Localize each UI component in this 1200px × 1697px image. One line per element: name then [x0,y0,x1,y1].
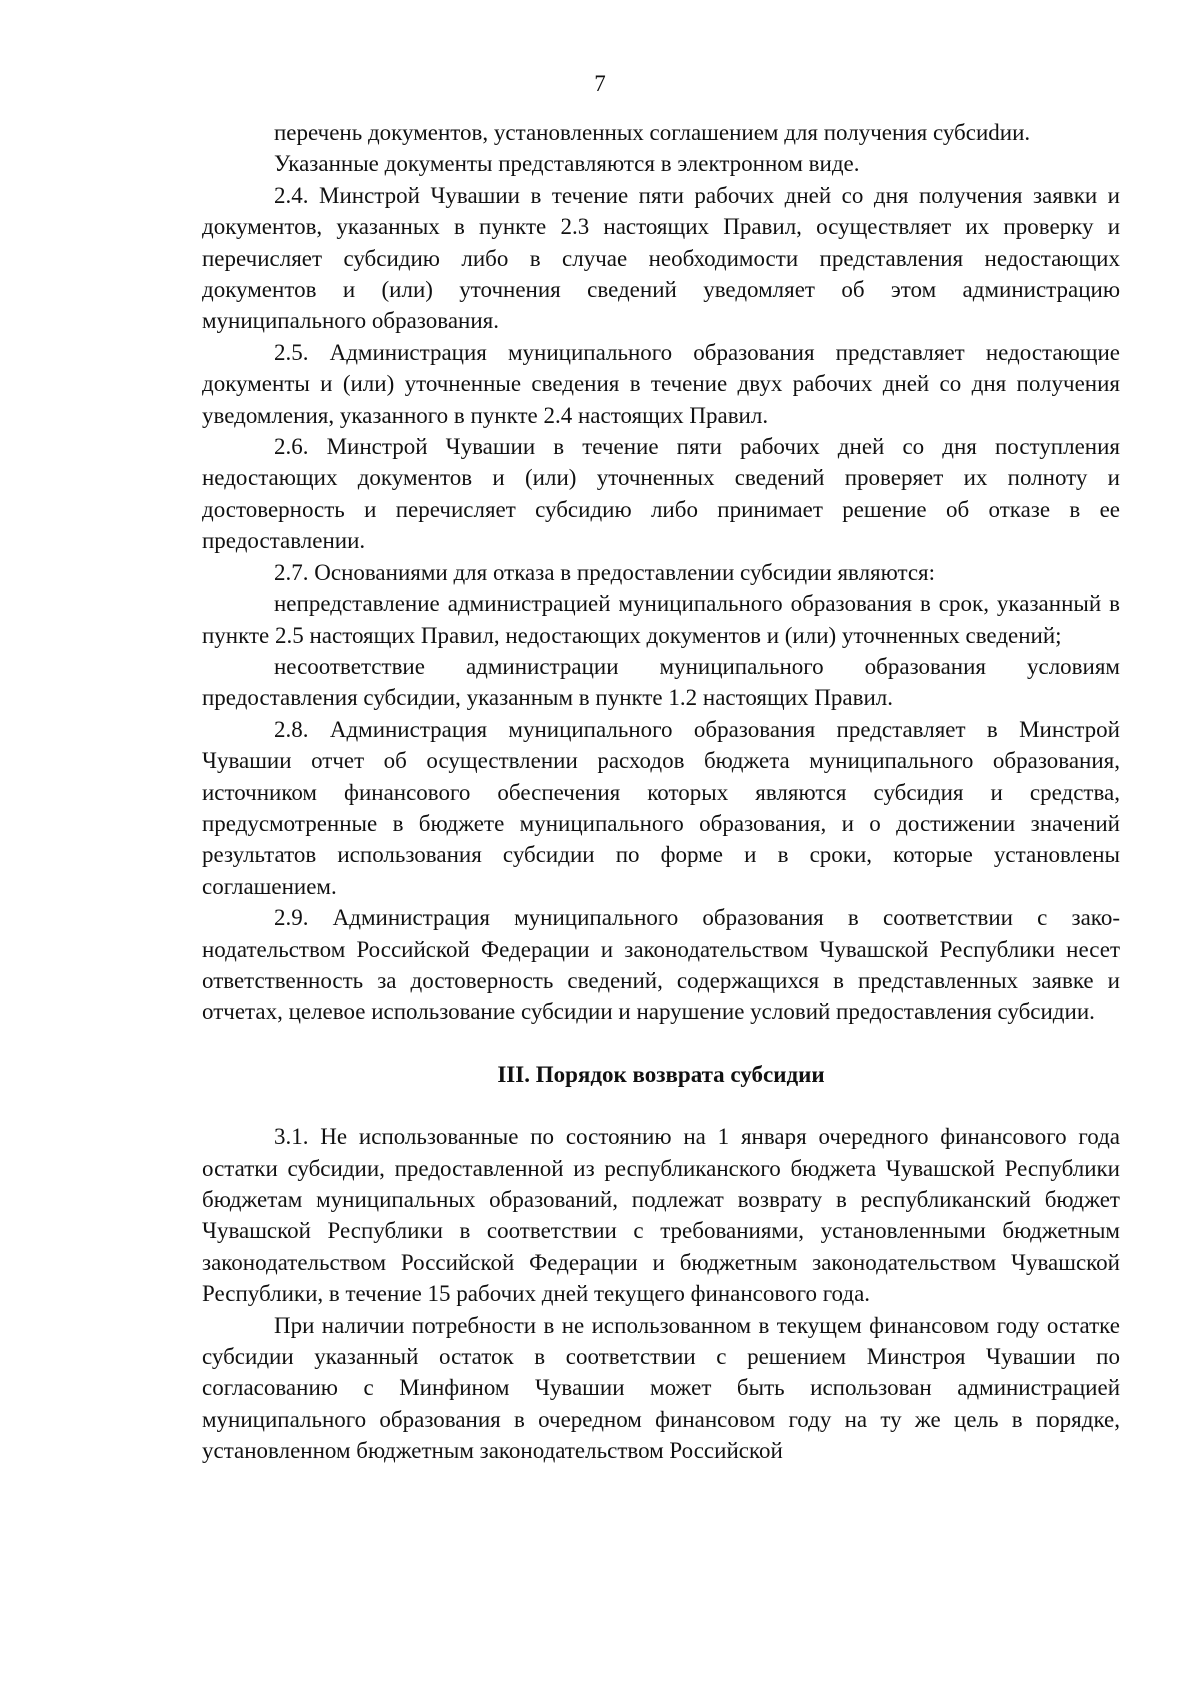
document-body [202,117,1120,1467]
paragraph-2-7: 2.7. Основаниями для отказа в предоставлении субсидии являются: [274,559,936,585]
paragraph-refusal-ground-2: несоответствие администрации муниципального образования условиям предоставления субсидии, указанным в пункте 1.2 настоящих Правил. [202,653,1120,711]
paragraph-refusal-ground-1: непредставление администрацией муниципального образования в срок, указанный в пункте 2.5 настоящих Правил, недостающих документов и (или) уточненных сведений; [202,591,1120,648]
paragraph-2-4: 2.4. Минстрой Чувашии в течение пяти рабочих дней со дня получения заявки и документов, указанных в пункте 2.3 настоящих Правил, осуществляет их проверку и перечисляет субсидию либо в случае необходимости представления недостающих документов и (или) уточнения сведений уведомляет об этом администрацию муниципального образования. [202,182,1120,334]
paragraph-2-9: 2.9. Администрация муниципального образования в соответствии с законодательством Российской Федерации и законодательством Чувашской Республики несет ответственность за достоверность сведений, содержащихся в представленных заявке и отчетах, целевое использование субсидии и нарушение условий предоставления субсидии. [202,905,1120,1025]
paragraph-2-8: 2.8. Администрация муниципального образования представляет в Минстрой Чувашии отчет об осуществлении расходов бюджета муниципального образования, источником финансового обеспечения которых являются субсидия и средства, предусмотренные в бюджете муниципального образования, и о достижении значений результатов использования субсидии по форме и в сроки, которые установлены соглашением. [202,716,1120,899]
paragraph-2-5: 2.5. Администрация муниципального образования представляет недостающие документы и (или) уточненные сведения в течение двух рабочих дней со дня получения уведомления, указанного в пункте 2.4 настоящих Правил. [202,339,1120,428]
page-number: 7 [594,71,606,96]
section-heading: III. Порядок возврата субсидии [497,1061,825,1087]
paragraph-3-1: 3.1. Не использованные по состоянию на 1 января очередного финансового года остатки субсидии, предоставленной из республиканского бюджета Чувашской Республики бюджетам муниципальных образований, подлежат возврату в республиканский бюджет Чувашской Республики в соответствии с требованиями, установленными бюджетным законодательством Российской Федерации и бюджетным законодательством Чувашской Республики, в течение 15 рабочих дней текущего финансового года. [202,1124,1120,1307]
paragraph-2-6: 2.6. Минстрой Чувашии в течение пяти рабочих дней со дня поступления недостающих документов и (или) уточненных сведений проверяет их полноту и достоверность и перечисляет субсидию либо принимает решение об отказе в ее предоставлении. [202,434,1120,554]
paragraph-electronic-form: Указанные документы представляются в электронном виде. [274,151,860,177]
paragraph-remainder-use: При наличии потребности в не использованном в текущем финансовом году остатке субсидии указанный остаток в соответствии с решением Минстроя Чувашии по согласованию с Минфином Чувашии может быть использован администрацией муниципального образования в очередном финансовом году на ту же цель в порядке, установленном бюджетным законодательством Российской [202,1312,1120,1464]
paragraph-documents-list: перечень документов, установленных соглашением для получения субсиdии. [274,120,1031,145]
